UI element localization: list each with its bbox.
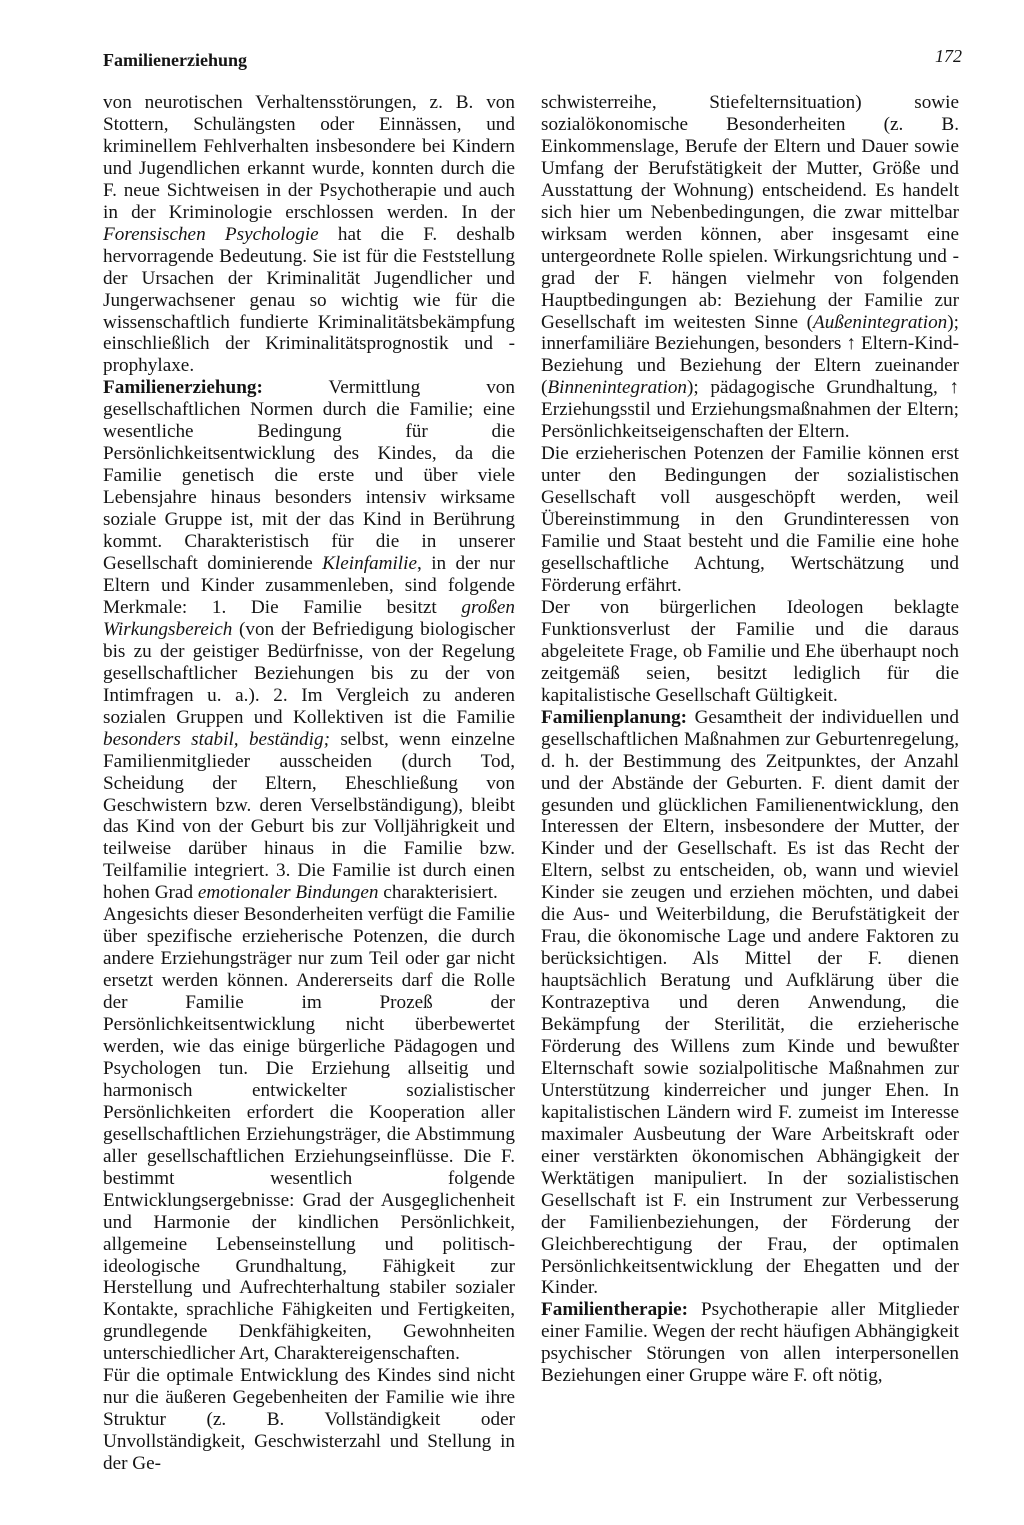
- body-text: hat die F. deshalb hervorragende Bedeutung. Sie ist für die Feststellung der Ursachen der Kriminalität Jugendlicher und Jungerwachsener genau so wichtig wie für die wissenschaftlich fundierte Kriminalitätsbekämpfung einschließlich der Kriminalitätsprognostik und -prophylaxe.: [103, 223, 515, 377]
- emphasis-text: besonders stabil, beständig;: [103, 728, 330, 750]
- paragraph: [103, 377, 515, 904]
- running-head: Familienerziehung: [103, 50, 247, 70]
- body-text: Für die optimale Entwicklung des Kindes sind nicht nur die äußeren Gegebenheiten der Familie wie ihre Struktur (z. B. Vollständigkeit oder Unvollständigkeit, Geschwisterzahl und Stellung in der Ge-: [103, 1365, 515, 1475]
- body-text: selbst, wenn einzelne Familienmitglieder ausscheiden (durch Tod, Scheidung der Eltern, Eheschließung von Geschwistern bzw. deren Verselbständigung), bleibt das Kind von der Geburt bis zur Volljährigkeit und teilweise darüber hinaus in die Familie bzw. Teilfamilie integriert. 3. Die Familie ist durch einen hohen Grad: [103, 728, 515, 904]
- emphasis-text: Außenintegration: [812, 311, 948, 333]
- emphasis-text: emotionaler Bindungen: [197, 882, 379, 904]
- emphasis-text: Kleinfamilie: [322, 553, 417, 575]
- emphasis-text: Binnenintegration: [547, 377, 688, 399]
- emphasis-text: Forensischen Psychologie: [103, 223, 319, 245]
- body-text: charakterisiert.: [378, 882, 498, 904]
- right-column: [541, 92, 959, 1387]
- entry-headword: Familienerziehung:: [103, 377, 263, 399]
- paragraph: [103, 904, 515, 1365]
- body-text: von neurotischen Verhaltensstörungen, z. B. von Stottern, Schulängsten oder Einnässen, und kriminellem Fehlverhalten insbesondere bei Kindern und Jugendlichen erkannt wurde, konnten durch die F. neue Sichtweisen in der Psychotherapie und auch in der Kriminologie erschlossen werden. In der: [103, 92, 515, 223]
- body-text: Der von bürgerlichen Ideologen beklagte Funktionsverlust der Familie und die daraus abgeleitete Frage, ob Familie und Ehe überhaupt noch zeitgemäß seien, besitzt lediglich für die kapitalistische Gesellschaft Gültigkeit.: [541, 596, 959, 706]
- paragraph: [541, 1299, 959, 1387]
- body-text: (von der Befriedigung biologischer bis zu der geistiger Bedürfnisse, von der Regelung gesellschaftlicher Beziehungen bis zu der von Intimfragen u. a.). 2. Im Vergleich zu anderen sozialen Gruppen und Kollektiven ist die Familie: [103, 618, 515, 728]
- paragraph: [541, 597, 959, 707]
- paragraph: [103, 1365, 515, 1475]
- body-text: schwisterreihe, Stiefelternsituation) sowie sozialökonomische Besonderheiten (z. B. Einkommenslage, Berufe der Eltern und Dauer sowie Umfang der Berufstätigkeit der Mutter, Größe und Ausstattung der Wohnung) entscheidend. Es handelt sich hier um Nebenbedingungen, die zwar mittelbar wirksam werden können, aber insgesamt eine untergeordnete Rolle spielen. Wirkungsrichtung und -grad der F. hängen vielmehr von folgenden Hauptbedingungen ab: Beziehung der Familie zur Gesellschaft im weitesten Sinne (: [541, 92, 959, 333]
- body-text: Die erzieherischen Potenzen der Familie können erst unter den Bedingungen der sozialistischen Gesellschaft voll ausgeschöpft werden, weil Übereinstimmung in den Grundinteressen von Familie und Staat besteht und die Familie eine hohe gesellschaftliche Achtung, Wertschätzung und Förderung erfährt.: [541, 443, 959, 596]
- body-text: Psychotherapie aller Mitglieder einer Familie. Wegen der recht häufigen Abhängigkeit psychischer Störungen von allen interpersonellen Beziehungen einer Gruppe wäre F. oft nötig,: [541, 1299, 959, 1387]
- body-text: ); innerfamiliäre Beziehungen, besonders ↑ Eltern-Kind-Beziehung und Beziehung der Eltern zueinander (: [541, 311, 959, 399]
- paragraph: [103, 92, 515, 377]
- entry-headword: Familienplanung:: [541, 706, 688, 728]
- paragraph: [541, 707, 959, 1300]
- body-text: , in der nur Eltern und Kinder zusammenleben, sind folgende Merkmale: 1. Die Familie besitzt: [103, 553, 515, 618]
- entry-headword: Familientherapie:: [541, 1299, 689, 1321]
- body-text: Vermittlung von gesellschaftlichen Normen durch die Familie; eine wesentliche Bedingung für die Persönlichkeitsentwicklung des Kindes, da die Familie genetisch die erste und über viele Lebensjahre hinaus besonders intensiv wirksame soziale Gruppe ist, mit der das Kind in Berührung kommt. Charakteristisch für die in unserer Gesellschaft dominierende: [103, 377, 515, 575]
- body-text: Angesichts dieser Besonderheiten verfügt die Familie über spezifische erzieherische Potenzen, die durch andere Erziehungsträger nur zum Teil oder gar nicht ersetzt werden können. Andererseits darf die Rolle der Familie im Prozeß der Persönlichkeitsentwicklung nicht überbewertet werden, wie das einige bürgerliche Pädagogen und Psychologen tun. Die Erziehung allseitig und harmonisch entwickelter sozialistischer Persönlichkeiten erfordert die Kooperation aller gesellschaftlichen Erziehungsträger, die Abstimmung aller gesellschaftlichen Erziehungseinflüsse. Die F. bestimmt wesentlich folgende Entwicklungsergebnisse: Grad der Ausgeglichenheit und Harmonie der kindlichen Persönlichkeit, allgemeine Lebenseinstellung und politisch-ideologische Grundhaltung, Fähigkeit zur Herstellung und Aufrechterhaltung stabiler sozialer Kontakte, sprachliche Fähigkeiten und Fertigkeiten, grundlegende Denkfähigkeiten, Gewohnheiten unterschiedlicher Art, Charaktereigenschaften.: [103, 904, 515, 1365]
- body-text: ); pädagogische Grundhaltung, ↑ Erziehungsstil und Erziehungsmaßnahmen der Eltern; Persönlichkeitseigenschaften der Eltern.: [541, 377, 959, 443]
- page-number: 172: [935, 46, 962, 66]
- left-column: [103, 92, 515, 1475]
- paragraph: [541, 92, 959, 443]
- body-text: Gesamtheit der individuellen und gesellschaftlichen Maßnahmen zur Geburtenregelung, d. h. der Bestimmung des Zeitpunktes, der Anzahl und der Abstände der Geburten. F. dient damit der gesunden und glücklichen Familienentwicklung, den Interessen der Eltern, insbesondere der Mutter, der Kinder und der Gesellschaft. Es ist das Recht der Eltern, selbst zu entscheiden, ob, wann und wieviel Kinder sie zeugen und erziehen möchten, und dabei die Aus- und Weiterbildung, die Berufstätigkeit der Frau, die ökonomische Lage und andere Faktoren zu berücksichtigen. Als Mittel der F. dienen hauptsächlich Beratung und Aufklärung über die Kontrazeptiva und deren Anwendung, die Bekämpfung der Sterilität, die erzieherische Förderung des Willens zum Kinde und bewußter Elternschaft sowie sozialpolitische Maßnahmen zur Unterstützung kinderreicher und junger Ehen. In kapitalistischen Ländern wird F. zumeist im Interesse maximaler Ausbeutung der Ware Arbeitskraft oder einer verstärkten ökonomischen Abhängigkeit der Werktätigen manipuliert. In der sozialistischen Gesellschaft ist F. ein Instrument zur Verbesserung der Familienbeziehungen, der Förderung der Gleichberechtigung der Frau, der optimalen Persönlichkeitsentwicklung der Ehegatten und der Kinder.: [541, 706, 959, 1299]
- paragraph: [541, 443, 959, 597]
- emphasis-text: großen Wirkungsbereich: [103, 596, 515, 640]
